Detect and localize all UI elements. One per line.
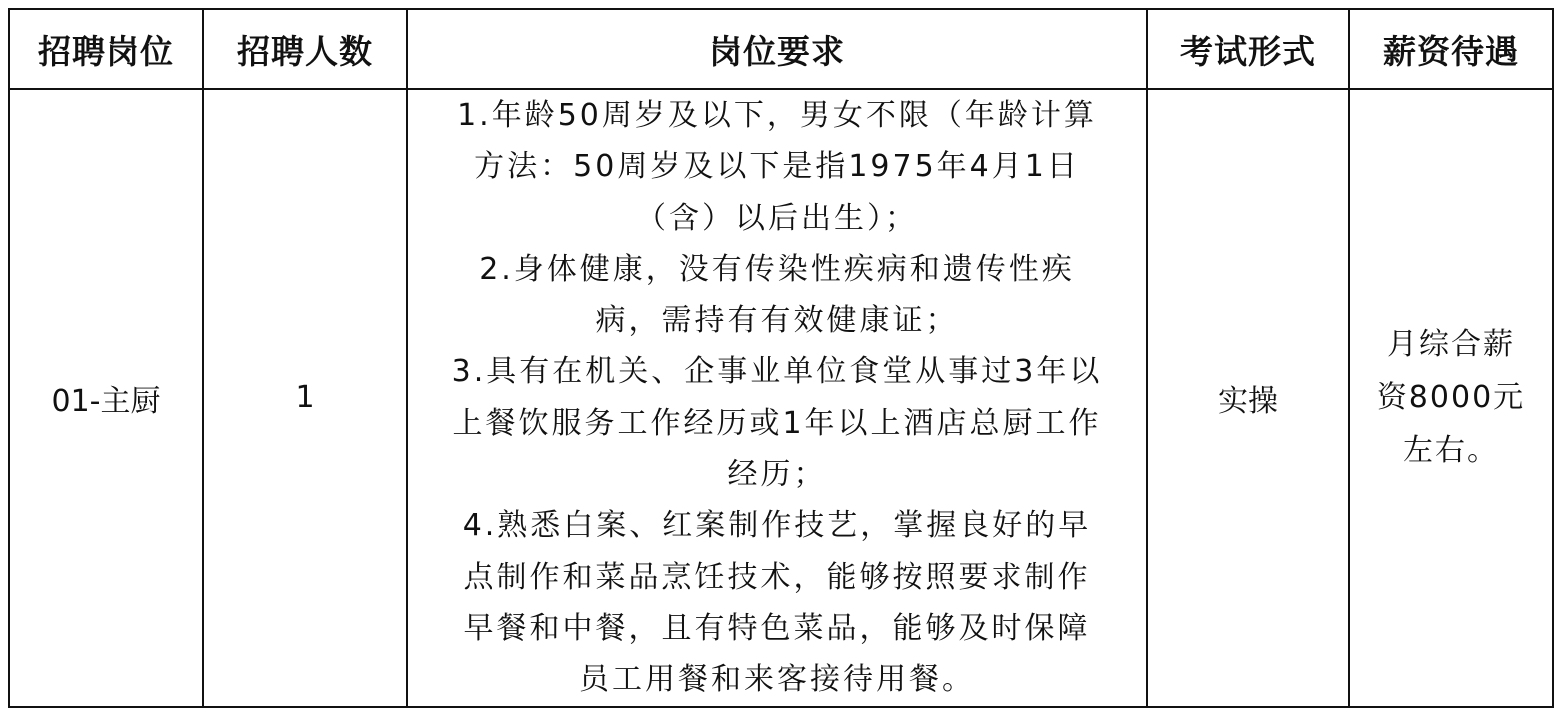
requirement-line: 病，需持有有效健康证； — [595, 303, 959, 339]
header-count: 招聘人数 — [203, 9, 407, 89]
cell-requirements — [407, 89, 1147, 707]
requirement-line: 4.熟悉白案、红案制作技艺，掌握良好的早 — [462, 508, 1092, 544]
requirement-line: 点制作和菜品烹饪技术，能够按照要求制作 — [463, 559, 1091, 595]
requirement-line: 方法：50周岁及以下是指1975年4月1日 — [474, 149, 1080, 185]
requirement-line: 经历； — [727, 457, 827, 493]
salary-line: 月综合薪 — [1387, 327, 1515, 363]
header-salary: 薪资待遇 — [1349, 9, 1553, 89]
header-position: 招聘岗位 — [9, 9, 203, 89]
requirement-line: 早餐和中餐，且有特色菜品，能够及时保障 — [463, 610, 1091, 646]
cell-salary — [1349, 89, 1553, 707]
header-requirements: 岗位要求 — [407, 9, 1147, 89]
cell-position: 01-主厨 — [9, 89, 203, 707]
requirement-line: （含）以后出生）； — [636, 200, 918, 236]
requirement-line: 1.年龄50周岁及以下，男女不限（年龄计算 — [457, 98, 1097, 133]
salary-line: 资8000元 — [1376, 380, 1526, 416]
salary-line: 左右。 — [1403, 433, 1499, 469]
requirement-line: 上餐饮服务工作经历或1年以上酒店总厨工作 — [452, 405, 1102, 441]
requirement-line: 2.身体健康，没有传染性疾病和遗传性疾 — [479, 251, 1075, 287]
cell-count: 1 — [203, 89, 407, 707]
header-exam: 考试形式 — [1147, 9, 1349, 89]
requirement-line: 员工用餐和来客接待用餐。 — [579, 662, 975, 698]
requirement-line: 3.具有在机关、企事业单位食堂从事过3年以 — [451, 354, 1103, 390]
recruitment-table — [8, 8, 1554, 708]
cell-exam: 实操 — [1147, 89, 1349, 707]
header-row — [9, 9, 1553, 89]
table-row — [9, 89, 1553, 707]
